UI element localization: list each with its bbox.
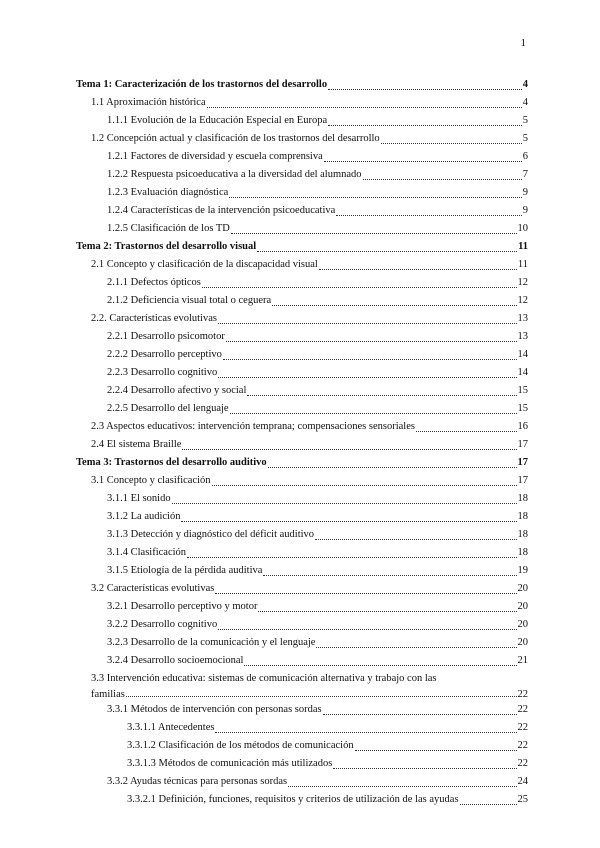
toc-entry-title: 2.1.1 Defectos ópticos xyxy=(107,277,201,288)
toc-entry[interactable] xyxy=(76,202,528,220)
toc-entry-title: 3.2.4 Desarrollo socioemocional xyxy=(107,655,244,666)
toc-leader-dots xyxy=(181,520,516,522)
toc-entry-page: 4 xyxy=(522,97,528,108)
toc-entry-title: 2.4 El sistema Braille xyxy=(91,439,182,450)
toc-entry[interactable] xyxy=(76,292,528,310)
toc-entry-title: 3.3.2 Ayudas técnicas para personas sordas xyxy=(107,776,288,787)
toc-entry[interactable] xyxy=(76,436,528,454)
toc-entry-title: 2.2. Características evolutivas xyxy=(91,313,217,324)
toc-leader-dots xyxy=(212,484,517,486)
toc-leader-dots xyxy=(416,430,517,432)
toc-entry-title: 1.1 Aproximación histórica xyxy=(91,97,206,108)
toc-leader-dots xyxy=(230,412,517,414)
toc-leader-dots xyxy=(126,695,517,697)
toc-entry-page: 22 xyxy=(517,758,528,769)
toc-entry-title: 3.3 Intervención educativa: sistemas de comunicación alternativa y trabajo con las xyxy=(91,673,437,684)
toc-entry-title: 3.1.2 La audición xyxy=(107,511,181,522)
toc-leader-dots xyxy=(231,232,517,234)
toc-entry-page: 5 xyxy=(522,115,528,126)
toc-entry[interactable] xyxy=(76,737,528,755)
toc-entry-title: 2.2.1 Desarrollo psicomotor xyxy=(107,331,225,342)
toc-entry-title: 1.2.3 Evaluación diagnóstica xyxy=(107,187,229,198)
toc-entry-page: 12 xyxy=(517,295,528,306)
toc-entry[interactable] xyxy=(76,701,528,719)
toc-entry[interactable] xyxy=(76,400,528,418)
toc-entry-page: 25 xyxy=(517,794,528,805)
toc-leader-dots xyxy=(319,268,517,270)
toc-entry-page: 20 xyxy=(517,619,528,630)
toc-leader-dots xyxy=(226,340,517,342)
toc-entry[interactable] xyxy=(76,220,528,238)
toc-entry[interactable] xyxy=(76,755,528,773)
toc-leader-dots xyxy=(202,286,517,288)
toc-leader-dots xyxy=(363,178,522,180)
toc-entry-page: 22 xyxy=(517,722,528,733)
toc-entry-title: 3.3.1 Métodos de intervención con personas sordas xyxy=(107,704,322,715)
toc-entry-page: 19 xyxy=(517,565,528,576)
toc-entry-page: 15 xyxy=(517,385,528,396)
toc-entry-page: 9 xyxy=(522,187,528,198)
toc-entry-page: 21 xyxy=(517,655,528,666)
toc-entry-page: 7 xyxy=(522,169,528,180)
toc-entry-page: 11 xyxy=(518,241,528,252)
toc-entry[interactable] xyxy=(76,274,528,292)
toc-entry-page: 20 xyxy=(517,637,528,648)
toc-leader-dots xyxy=(218,376,516,378)
toc-leader-dots xyxy=(172,502,517,504)
toc-entry[interactable] xyxy=(76,184,528,202)
toc-leader-dots xyxy=(218,322,517,324)
toc-entry-page: 18 xyxy=(517,493,528,504)
toc-entry-title: 2.2.4 Desarrollo afectivo y social xyxy=(107,385,247,396)
toc-entry-page: 15 xyxy=(517,403,528,414)
toc-entry-title: 3.2.2 Desarrollo cognitivo xyxy=(107,619,218,630)
toc-leader-dots xyxy=(316,646,516,648)
toc-entry[interactable] xyxy=(76,256,528,274)
toc-entry-page: 17 xyxy=(517,457,528,468)
toc-entry[interactable] xyxy=(76,616,528,634)
toc-entry-title: 2.1.2 Deficiencia visual total o ceguera xyxy=(107,295,272,306)
toc-entry[interactable] xyxy=(76,670,528,701)
toc-leader-dots xyxy=(333,767,516,769)
toc-leader-dots xyxy=(324,160,522,162)
toc-leader-dots xyxy=(355,749,517,751)
toc-entry[interactable] xyxy=(76,580,528,598)
toc-entry[interactable] xyxy=(76,166,528,184)
toc-entry-title: 3.1.1 El sonido xyxy=(107,493,171,504)
toc-entry[interactable] xyxy=(76,562,528,580)
toc-entry-title: 2.2.3 Desarrollo cognitivo xyxy=(107,367,218,378)
toc-entry[interactable] xyxy=(76,328,528,346)
toc-entry-page: 11 xyxy=(517,259,528,270)
toc-entry[interactable] xyxy=(76,526,528,544)
toc-entry[interactable] xyxy=(76,544,528,562)
toc-entry-title: 3.2.1 Desarrollo perceptivo y motor xyxy=(107,601,258,612)
toc-entry[interactable] xyxy=(76,148,528,166)
toc-entry-page: 4 xyxy=(522,79,528,90)
toc-entry-page: 24 xyxy=(517,776,528,787)
toc-entry-title: 1.2.2 Respuesta psicoeducativa a la diversidad del alumnado xyxy=(107,169,362,180)
toc-leader-dots xyxy=(215,731,516,733)
toc-entry-title: Tema 1: Caracterización de los trastornos del desarrollo xyxy=(76,79,328,90)
toc-entry-page: 22 xyxy=(517,704,528,715)
toc-entry[interactable] xyxy=(76,652,528,670)
toc-entry-title: 1.1.1 Evolución de la Educación Especial en Europa xyxy=(107,115,328,126)
toc-entry[interactable] xyxy=(76,454,528,472)
toc-entry[interactable] xyxy=(76,364,528,382)
toc-entry[interactable] xyxy=(76,791,528,809)
toc-entry-title: 3.2 Características evolutivas xyxy=(91,583,215,594)
toc-leader-dots xyxy=(268,466,517,468)
toc-entry-page: 22 xyxy=(517,689,528,700)
toc-entry[interactable] xyxy=(76,598,528,616)
toc-entry-page: 12 xyxy=(517,277,528,288)
toc-entry-title: Tema 2: Trastornos del desarrollo visual xyxy=(76,241,257,252)
toc-leader-dots xyxy=(207,106,522,108)
toc-leader-dots xyxy=(258,610,516,612)
toc-entry-title: 3.3.1.3 Métodos de comunicación más utilizados xyxy=(127,758,333,769)
toc-entry[interactable] xyxy=(76,130,528,148)
toc-entry-page: 18 xyxy=(517,547,528,558)
toc-entry-title: 3.3.1.1 Antecedentes xyxy=(127,722,215,733)
toc-leader-dots xyxy=(187,556,516,558)
toc-entry-title: 3.1.4 Clasificación xyxy=(107,547,187,558)
toc-entry[interactable] xyxy=(76,238,528,256)
toc-entry-title: 3.2.3 Desarrollo de la comunicación y el lenguaje xyxy=(107,637,316,648)
page-number: 1 xyxy=(520,37,526,49)
toc-leader-dots xyxy=(257,250,517,252)
toc-leader-dots xyxy=(247,394,516,396)
toc-leader-dots xyxy=(315,538,516,540)
toc-entry-page: 22 xyxy=(517,740,528,751)
toc-leader-dots xyxy=(328,124,522,126)
toc-entry-page: 13 xyxy=(517,331,528,342)
toc-entry-page: 14 xyxy=(517,349,528,360)
toc-entry-title: 2.2.5 Desarrollo del lenguaje xyxy=(107,403,229,414)
toc-entry[interactable] xyxy=(76,346,528,364)
toc-entry[interactable] xyxy=(76,634,528,652)
toc-entry-title: 1.2.1 Factores de diversidad y escuela comprensiva xyxy=(107,151,323,162)
toc-entry-page: 14 xyxy=(517,367,528,378)
toc-entry[interactable] xyxy=(76,76,528,94)
toc-leader-dots xyxy=(272,304,516,306)
toc-entry-page: 13 xyxy=(517,313,528,324)
toc-entry[interactable] xyxy=(76,382,528,400)
toc-leader-dots xyxy=(229,196,521,198)
toc-entry-title: 2.2.2 Desarrollo perceptivo xyxy=(107,349,222,360)
toc-entry-title: 3.1.3 Detección y diagnóstico del déficit auditivo xyxy=(107,529,315,540)
toc-entry-title: 3.1 Concepto y clasificación xyxy=(91,475,211,486)
toc-leader-dots xyxy=(336,214,521,216)
toc-leader-dots xyxy=(244,664,516,666)
toc-entry-title: 1.2 Concepción actual y clasificación de los trastornos del desarrollo xyxy=(91,133,380,144)
toc-leader-dots xyxy=(182,448,516,450)
toc-leader-dots xyxy=(223,358,517,360)
toc-entry[interactable] xyxy=(76,310,528,328)
toc-leader-dots xyxy=(328,88,522,90)
toc-entry-page: 6 xyxy=(522,151,528,162)
toc-entry-title: Tema 3: Trastornos del desarrollo auditivo xyxy=(76,457,267,468)
toc-entry-title: 2.1 Concepto y clasificación de la discapacidad visual xyxy=(91,259,318,270)
toc-entry[interactable] xyxy=(76,472,528,490)
toc-entry[interactable] xyxy=(76,773,528,791)
toc-entry[interactable] xyxy=(76,490,528,508)
toc-entry-page: 16 xyxy=(517,421,528,432)
toc-leader-dots xyxy=(381,142,522,144)
toc-leader-dots xyxy=(460,803,517,805)
toc-leader-dots xyxy=(215,592,516,594)
toc-entry-title: 3.3.1.2 Clasificación de los métodos de comunicación xyxy=(127,740,354,751)
toc-entry[interactable] xyxy=(76,112,528,130)
toc-entry[interactable] xyxy=(76,418,528,436)
toc-entry-page: 20 xyxy=(517,601,528,612)
toc-entry[interactable] xyxy=(76,94,528,112)
toc-entry-title: 3.3.2.1 Definición, funciones, requisitos y criterios de utilización de las ayudas xyxy=(127,794,459,805)
toc-entry-title: 1.2.5 Clasificación de los TD xyxy=(107,223,230,234)
toc-entry-title: 2.3 Aspectos educativos: intervención temprana; compensaciones sensoriales xyxy=(91,421,415,432)
toc-entry[interactable] xyxy=(76,719,528,737)
toc-leader-dots xyxy=(323,713,517,715)
toc-entry-page: 20 xyxy=(517,583,528,594)
toc-leader-dots xyxy=(263,574,516,576)
toc-entry[interactable] xyxy=(76,508,528,526)
toc-entry-page: 18 xyxy=(517,529,528,540)
toc-entry-page: 9 xyxy=(522,205,528,216)
toc-entry-title: 1.2.4 Características de la intervención psicoeducativa xyxy=(107,205,336,216)
toc-leader-dots xyxy=(218,628,516,630)
toc-entry-page: 5 xyxy=(522,133,528,144)
toc-leader-dots xyxy=(288,785,516,787)
toc-entry-title: 3.1.5 Etiología de la pérdida auditiva xyxy=(107,565,263,576)
table-of-contents xyxy=(76,76,528,809)
toc-entry-page: 17 xyxy=(517,439,528,450)
toc-entry-title-continuation: familias xyxy=(91,689,125,700)
toc-entry-page: 18 xyxy=(517,511,528,522)
toc-entry-page: 17 xyxy=(517,475,528,486)
toc-entry-page: 10 xyxy=(517,223,528,234)
